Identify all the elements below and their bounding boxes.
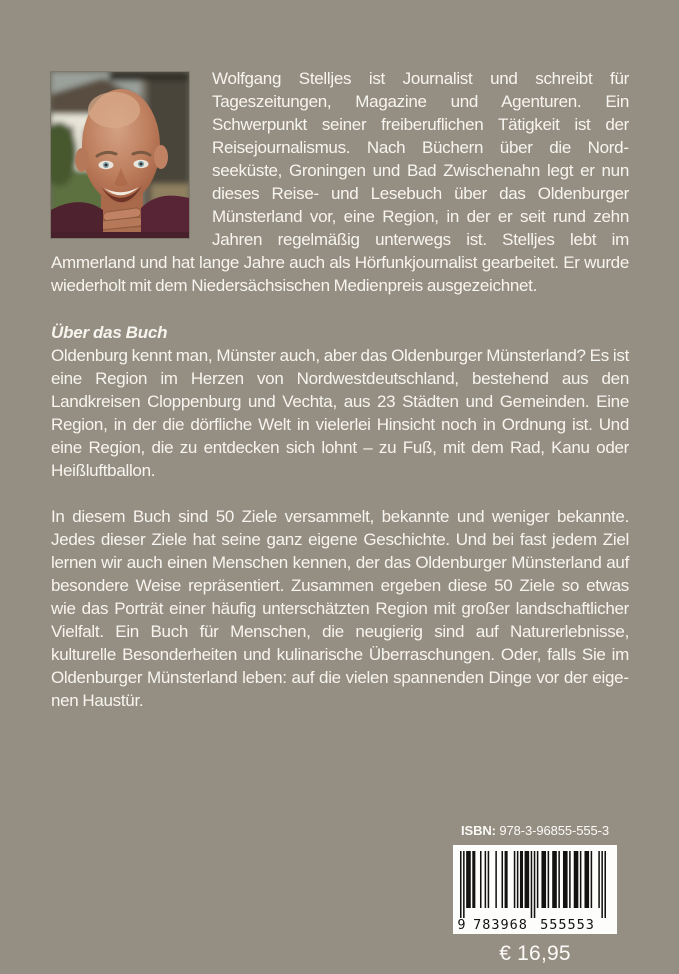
isbn-label: ISBN: — [460, 823, 496, 838]
barcode-bars — [453, 845, 617, 934]
isbn-number: 978-3-96855-555-3 — [499, 823, 609, 838]
purchase-info — [453, 822, 617, 966]
isbn-line — [453, 822, 617, 840]
author-photo — [51, 72, 189, 238]
author-bio-text: Wolfgang Stelljes ist Journalist und schreibt für Tageszeitungen, Magazine und Agenturen. Ein Schwerpunkt seiner freiberuflichen Tätigkeit ist der Reisejournalismus. Nach Büchern über die Nordseeküste, Groningen und Bad Zwischenahn legt er nun dieses Reise- und Lesebuch über das Oldenburger Münsterland vor, eine Region, in der er seit rund zehn Jahren regelmäßig unterwegs ist. Stelljes lebt im Ammerland und hat lange Jahre auch als Hörfunkjournalist gearbeitet. Er wurde wiederholt mit dem Niedersächsischen Medienpreis ausgezeichnet. — [51, 69, 629, 295]
ean-barcode — [453, 845, 617, 934]
barcode-digit-group: 555553 — [540, 917, 595, 933]
barcode-digit-group: 9 — [457, 917, 466, 933]
price-label: € 16,95 — [499, 942, 571, 965]
barcode-digit-group: 783968 — [473, 917, 528, 933]
about-paragraph-2: In diesem Buch sind 50 Ziele versammelt, bekannte und weniger bekannte. Jedes dieser Ziele hat seine ganz eigene Geschichte. Und bei fast jedem Ziel lernen wir auch einen Menschen kennen, der das Oldenburger Münsterland auf besondere Weise repräsentiert. Zusammen ergeben diese 50 Ziele so etwas wie das Porträt einer häufig unterschätzten Region mit großer landschaftlicher Vielfalt. Ein Buch für Menschen, die neugierig sind auf Naturerlebnisse, kulturelle Besonderheiten und kulinarische Überraschungen. Oder, falls Sie im Oldenburger Münsterland leben: auf die vielen spannenden Dinge vor der eigenen Haustür. — [51, 507, 629, 710]
author-photo-illustration — [51, 72, 189, 238]
about-heading: Über das Buch — [51, 323, 168, 342]
back-cover-text-block — [51, 67, 629, 712]
about-paragraph-1: Oldenburg kennt man, Münster auch, aber das Oldenburger Münsterland? Es ist eine Region im Herzen von Nordwestdeutschland, bestehend aus den Landkreisen Cloppenburg und Vechta, aus 23 Städten und Gemeinden. Eine Region, in der die dörfliche Welt in vielerlei Hinsicht noch in Ordnung ist. Und eine Region, die zu entdecken sich lohnt – zu Fuß, mit dem Rad, Kanu oder Heißluftballon. — [51, 346, 629, 480]
